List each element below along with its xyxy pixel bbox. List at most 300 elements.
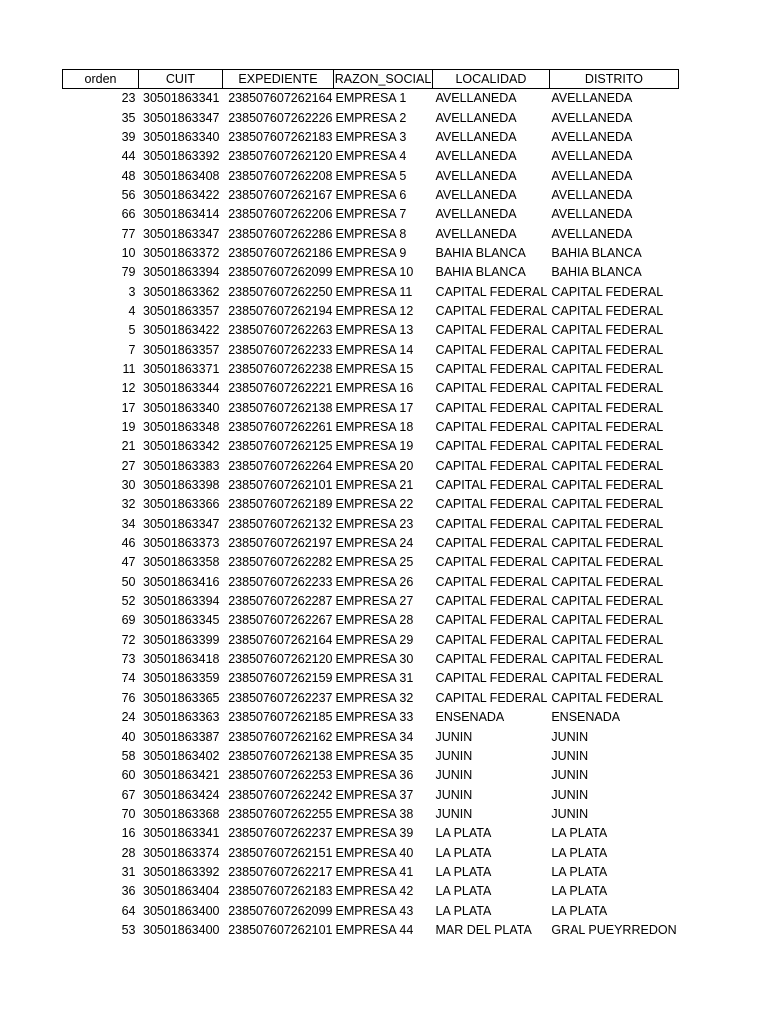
cell-razon-social[interactable]: EMPRESA 34 bbox=[335, 729, 414, 744]
cell-orden[interactable]: 48 bbox=[121, 168, 136, 183]
table-row bbox=[63, 399, 679, 418]
cell-expediente[interactable]: 238507607262286 bbox=[228, 226, 333, 241]
cell-orden[interactable]: 36 bbox=[121, 884, 136, 899]
cell-razon-social[interactable]: EMPRESA 37 bbox=[335, 787, 414, 802]
cell-distrito[interactable]: JUNIN bbox=[551, 787, 589, 802]
cell-localidad[interactable]: JUNIN bbox=[435, 748, 473, 763]
cell-razon-social[interactable]: EMPRESA 13 bbox=[335, 323, 414, 338]
cell-localidad[interactable]: CAPITAL FEDERAL bbox=[435, 652, 548, 667]
header-row bbox=[63, 70, 679, 89]
cell-cuit[interactable]: 30501863400 bbox=[143, 903, 220, 918]
cell-cuit[interactable]: 30501863345 bbox=[143, 613, 220, 628]
cell-expediente[interactable]: 238507607262138 bbox=[228, 748, 333, 763]
cell-cuit[interactable]: 30501863344 bbox=[143, 381, 220, 396]
cell-distrito[interactable]: CAPITAL FEDERAL bbox=[551, 361, 664, 376]
cell-cuit[interactable]: 30501863399 bbox=[143, 632, 220, 647]
cell-expediente[interactable]: 238507607262138 bbox=[228, 400, 333, 415]
cell-cuit[interactable]: 30501863357 bbox=[143, 342, 220, 357]
cell-expediente[interactable]: 238507607262237 bbox=[228, 826, 333, 841]
cell-razon-social[interactable]: EMPRESA 23 bbox=[335, 516, 414, 531]
cell-distrito[interactable]: AVELLANEDA bbox=[551, 149, 633, 164]
cell-distrito[interactable]: JUNIN bbox=[551, 806, 589, 821]
cell-expediente[interactable]: 238507607262206 bbox=[228, 207, 333, 222]
cell-razon-social[interactable]: EMPRESA 21 bbox=[335, 478, 414, 493]
header-distrito[interactable]: DISTRITO bbox=[549, 70, 678, 89]
cell-expediente[interactable]: 238507607262253 bbox=[228, 768, 333, 783]
cell-distrito[interactable]: CAPITAL FEDERAL bbox=[551, 478, 664, 493]
cell-razon-social[interactable]: EMPRESA 7 bbox=[335, 207, 407, 222]
cell-orden[interactable]: 58 bbox=[121, 748, 136, 763]
table-row bbox=[63, 340, 679, 359]
cell-orden[interactable]: 11 bbox=[122, 361, 136, 376]
cell-localidad[interactable]: CAPITAL FEDERAL bbox=[435, 632, 548, 647]
cell-orden[interactable]: 53 bbox=[121, 922, 136, 937]
cell-razon-social[interactable]: EMPRESA 10 bbox=[335, 265, 414, 280]
table-body bbox=[63, 89, 679, 941]
cell-localidad[interactable]: CAPITAL FEDERAL bbox=[435, 303, 548, 318]
cell-distrito[interactable]: AVELLANEDA bbox=[551, 91, 633, 106]
cell-orden[interactable]: 76 bbox=[121, 690, 136, 705]
cell-cuit[interactable]: 30501863392 bbox=[143, 149, 220, 164]
cell-cuit[interactable]: 30501863358 bbox=[143, 555, 220, 570]
cell-expediente[interactable]: 238507607262263 bbox=[228, 323, 333, 338]
cell-distrito[interactable]: CAPITAL FEDERAL bbox=[551, 652, 664, 667]
cell-distrito[interactable]: ENSENADA bbox=[551, 710, 621, 725]
cell-localidad[interactable]: CAPITAL FEDERAL bbox=[435, 478, 548, 493]
cell-orden[interactable]: 4 bbox=[128, 303, 136, 318]
cell-razon-social[interactable]: EMPRESA 39 bbox=[335, 826, 414, 841]
cell-razon-social[interactable]: EMPRESA 28 bbox=[335, 613, 414, 628]
cell-orden[interactable]: 70 bbox=[121, 806, 136, 821]
cell-cuit[interactable]: 30501863357 bbox=[143, 303, 220, 318]
cell-distrito[interactable]: CAPITAL FEDERAL bbox=[551, 323, 664, 338]
table-row bbox=[63, 631, 679, 650]
cell-localidad[interactable]: CAPITAL FEDERAL bbox=[435, 342, 548, 357]
cell-razon-social[interactable]: EMPRESA 9 bbox=[335, 245, 407, 260]
cell-distrito[interactable]: CAPITAL FEDERAL bbox=[551, 690, 664, 705]
cell-cuit[interactable]: 30501863414 bbox=[143, 207, 220, 222]
table-row bbox=[63, 708, 679, 727]
cell-razon-social[interactable]: EMPRESA 41 bbox=[335, 864, 414, 879]
cell-orden[interactable]: 24 bbox=[121, 710, 136, 725]
cell-localidad[interactable]: CAPITAL FEDERAL bbox=[435, 574, 548, 589]
cell-orden[interactable]: 77 bbox=[121, 226, 136, 241]
cell-cuit[interactable]: 30501863359 bbox=[143, 671, 220, 686]
cell-razon-social[interactable]: EMPRESA 4 bbox=[335, 149, 407, 164]
cell-orden[interactable]: 40 bbox=[121, 729, 136, 744]
header-expediente[interactable]: EXPEDIENTE bbox=[223, 70, 334, 89]
cell-localidad[interactable]: CAPITAL FEDERAL bbox=[435, 284, 548, 299]
cell-cuit[interactable]: 30501863424 bbox=[143, 787, 220, 802]
cell-razon-social[interactable]: EMPRESA 19 bbox=[335, 439, 414, 454]
cell-expediente[interactable]: 238507607262120 bbox=[228, 652, 333, 667]
table-row bbox=[63, 166, 679, 185]
cell-localidad[interactable]: LA PLATA bbox=[435, 845, 492, 860]
cell-distrito[interactable]: JUNIN bbox=[551, 768, 589, 783]
cell-cuit[interactable]: 30501863421 bbox=[143, 768, 220, 783]
cell-orden[interactable]: 72 bbox=[121, 632, 136, 647]
cell-cuit[interactable]: 30501863340 bbox=[143, 400, 220, 415]
cell-cuit[interactable]: 30501863422 bbox=[143, 323, 220, 338]
cell-cuit[interactable]: 30501863394 bbox=[143, 265, 220, 280]
cell-razon-social[interactable]: EMPRESA 26 bbox=[335, 574, 414, 589]
cell-razon-social[interactable]: EMPRESA 24 bbox=[335, 536, 414, 551]
cell-razon-social[interactable]: EMPRESA 3 bbox=[335, 129, 407, 144]
cell-cuit[interactable]: 30501863341 bbox=[143, 91, 220, 106]
cell-localidad[interactable]: AVELLANEDA bbox=[435, 149, 517, 164]
cell-expediente[interactable]: 238507607262250 bbox=[228, 284, 333, 299]
cell-cuit[interactable]: 30501863365 bbox=[143, 690, 220, 705]
cell-orden[interactable]: 73 bbox=[121, 652, 136, 667]
cell-expediente[interactable]: 238507607262237 bbox=[228, 690, 333, 705]
table-row bbox=[63, 321, 679, 340]
table-row bbox=[63, 495, 679, 514]
header-localidad[interactable]: LOCALIDAD bbox=[433, 70, 550, 89]
table-row bbox=[63, 553, 679, 572]
cell-distrito[interactable]: AVELLANEDA bbox=[551, 129, 633, 144]
table-row bbox=[63, 611, 679, 630]
cell-cuit[interactable]: 30501863363 bbox=[143, 710, 220, 725]
cell-expediente[interactable]: 238507607262120 bbox=[228, 149, 333, 164]
cell-razon-social[interactable]: EMPRESA 15 bbox=[335, 361, 414, 376]
cell-expediente[interactable]: 238507607262162 bbox=[228, 729, 333, 744]
cell-orden[interactable]: 39 bbox=[121, 129, 136, 144]
table-row bbox=[63, 805, 679, 824]
table-row bbox=[63, 689, 679, 708]
cell-expediente[interactable]: 238507607262159 bbox=[228, 671, 333, 686]
cell-expediente[interactable]: 238507607262194 bbox=[228, 303, 333, 318]
cell-cuit[interactable]: 30501863404 bbox=[143, 884, 220, 899]
cell-cuit[interactable]: 30501863394 bbox=[143, 594, 220, 609]
cell-localidad[interactable]: AVELLANEDA bbox=[435, 110, 517, 125]
cell-distrito[interactable]: CAPITAL FEDERAL bbox=[551, 671, 664, 686]
table-row bbox=[63, 747, 679, 766]
cell-orden[interactable]: 35 bbox=[121, 110, 136, 125]
cell-localidad[interactable]: CAPITAL FEDERAL bbox=[435, 381, 548, 396]
cell-expediente[interactable]: 238507607262287 bbox=[228, 594, 333, 609]
cell-orden[interactable]: 10 bbox=[121, 245, 136, 260]
cell-cuit[interactable]: 30501863383 bbox=[143, 458, 220, 473]
cell-cuit[interactable]: 30501863371 bbox=[143, 361, 220, 376]
cell-localidad[interactable]: CAPITAL FEDERAL bbox=[435, 439, 548, 454]
cell-distrito[interactable]: CAPITAL FEDERAL bbox=[551, 516, 664, 531]
cell-expediente[interactable]: 238507607262164 bbox=[228, 632, 333, 647]
table-row bbox=[63, 263, 679, 282]
cell-razon-social[interactable]: EMPRESA 31 bbox=[335, 671, 414, 686]
cell-localidad[interactable]: MAR DEL PLATA bbox=[435, 922, 532, 937]
cell-orden[interactable]: 52 bbox=[121, 594, 136, 609]
cell-razon-social[interactable]: EMPRESA 2 bbox=[335, 110, 407, 125]
cell-distrito[interactable]: LA PLATA bbox=[551, 826, 608, 841]
cell-orden[interactable]: 46 bbox=[121, 536, 136, 551]
cell-localidad[interactable]: JUNIN bbox=[435, 787, 473, 802]
cell-expediente[interactable]: 238507607262217 bbox=[228, 864, 333, 879]
cell-expediente[interactable]: 238507607262189 bbox=[228, 497, 333, 512]
cell-razon-social[interactable]: EMPRESA 22 bbox=[335, 497, 414, 512]
cell-orden[interactable]: 7 bbox=[128, 342, 136, 357]
cell-distrito[interactable]: LA PLATA bbox=[551, 903, 608, 918]
cell-razon-social[interactable]: EMPRESA 42 bbox=[335, 884, 414, 899]
table-row bbox=[63, 476, 679, 495]
cell-expediente[interactable]: 238507607262164 bbox=[228, 91, 333, 106]
cell-localidad[interactable]: CAPITAL FEDERAL bbox=[435, 400, 548, 415]
cell-orden[interactable]: 12 bbox=[121, 381, 136, 396]
cell-localidad[interactable]: LA PLATA bbox=[435, 884, 492, 899]
cell-razon-social[interactable]: EMPRESA 1 bbox=[335, 91, 407, 106]
cell-localidad[interactable]: CAPITAL FEDERAL bbox=[435, 594, 548, 609]
cell-orden[interactable]: 47 bbox=[121, 555, 136, 570]
cell-razon-social[interactable]: EMPRESA 43 bbox=[335, 903, 414, 918]
cell-razon-social[interactable]: EMPRESA 33 bbox=[335, 710, 414, 725]
cell-localidad[interactable]: CAPITAL FEDERAL bbox=[435, 516, 548, 531]
cell-razon-social[interactable]: EMPRESA 11 bbox=[335, 284, 413, 299]
cell-razon-social[interactable]: EMPRESA 25 bbox=[335, 555, 414, 570]
cell-cuit[interactable]: 30501863398 bbox=[143, 478, 220, 493]
cell-cuit[interactable]: 30501863392 bbox=[143, 864, 220, 879]
cell-razon-social[interactable]: EMPRESA 5 bbox=[335, 168, 407, 183]
cell-orden[interactable]: 28 bbox=[121, 845, 136, 860]
cell-expediente[interactable]: 238507607262185 bbox=[228, 710, 333, 725]
header-razon-social[interactable]: RAZON_SOCIAL bbox=[334, 70, 433, 89]
cell-orden[interactable]: 67 bbox=[121, 787, 136, 802]
cell-cuit[interactable]: 30501863373 bbox=[143, 536, 220, 551]
cell-localidad[interactable]: BAHIA BLANCA bbox=[435, 265, 526, 280]
cell-expediente[interactable]: 238507607262132 bbox=[228, 516, 333, 531]
cell-distrito[interactable]: CAPITAL FEDERAL bbox=[551, 458, 664, 473]
cell-expediente[interactable]: 238507607262099 bbox=[228, 903, 333, 918]
cell-localidad[interactable]: AVELLANEDA bbox=[435, 168, 517, 183]
cell-distrito[interactable]: AVELLANEDA bbox=[551, 226, 633, 241]
table-row bbox=[63, 128, 679, 147]
cell-cuit[interactable]: 30501863402 bbox=[143, 748, 220, 763]
cell-expediente[interactable]: 238507607262183 bbox=[228, 884, 333, 899]
cell-orden[interactable]: 60 bbox=[121, 768, 136, 783]
cell-localidad[interactable]: CAPITAL FEDERAL bbox=[435, 536, 548, 551]
cell-distrito[interactable]: CAPITAL FEDERAL bbox=[551, 574, 664, 589]
cell-distrito[interactable]: AVELLANEDA bbox=[551, 187, 633, 202]
cell-orden[interactable]: 21 bbox=[121, 439, 136, 454]
cell-localidad[interactable]: BAHIA BLANCA bbox=[435, 245, 526, 260]
cell-orden[interactable]: 32 bbox=[121, 497, 136, 512]
cell-razon-social[interactable]: EMPRESA 27 bbox=[335, 594, 414, 609]
cell-expediente[interactable]: 238507607262238 bbox=[228, 361, 333, 376]
cell-localidad[interactable]: AVELLANEDA bbox=[435, 226, 517, 241]
cell-distrito[interactable]: CAPITAL FEDERAL bbox=[551, 400, 664, 415]
cell-localidad[interactable]: ENSENADA bbox=[435, 710, 505, 725]
cell-expediente[interactable]: 238507607262099 bbox=[228, 265, 333, 280]
cell-cuit[interactable]: 30501863340 bbox=[143, 129, 220, 144]
cell-distrito[interactable]: CAPITAL FEDERAL bbox=[551, 284, 664, 299]
cell-cuit[interactable]: 30501863342 bbox=[143, 439, 220, 454]
cell-localidad[interactable]: CAPITAL FEDERAL bbox=[435, 420, 548, 435]
table-row bbox=[63, 650, 679, 669]
cell-orden[interactable]: 34 bbox=[121, 516, 136, 531]
cell-distrito[interactable]: CAPITAL FEDERAL bbox=[551, 613, 664, 628]
cell-expediente[interactable]: 238507607262125 bbox=[228, 439, 333, 454]
cell-razon-social[interactable]: EMPRESA 30 bbox=[335, 652, 414, 667]
cell-orden[interactable]: 17 bbox=[121, 400, 136, 415]
cell-localidad[interactable]: LA PLATA bbox=[435, 826, 492, 841]
cell-cuit[interactable]: 30501863408 bbox=[143, 168, 220, 183]
table-row bbox=[63, 147, 679, 166]
table-row bbox=[63, 379, 679, 398]
table-row bbox=[63, 669, 679, 688]
cell-expediente[interactable]: 238507607262242 bbox=[228, 787, 333, 802]
cell-orden[interactable]: 74 bbox=[121, 671, 136, 686]
cell-razon-social[interactable]: EMPRESA 35 bbox=[335, 748, 414, 763]
cell-cuit[interactable]: 30501863374 bbox=[143, 845, 220, 860]
cell-distrito[interactable]: AVELLANEDA bbox=[551, 168, 633, 183]
cell-expediente[interactable]: 238507607262221 bbox=[228, 381, 333, 396]
header-orden[interactable]: orden bbox=[63, 70, 139, 89]
cell-cuit[interactable]: 30501863341 bbox=[143, 826, 220, 841]
spreadsheet-table bbox=[62, 69, 679, 940]
cell-expediente[interactable]: 238507607262208 bbox=[228, 168, 333, 183]
cell-expediente[interactable]: 238507607262255 bbox=[228, 806, 333, 821]
table-row bbox=[63, 727, 679, 746]
table-row bbox=[63, 863, 679, 882]
header-cuit[interactable]: CUIT bbox=[139, 70, 223, 89]
cell-cuit[interactable]: 30501863366 bbox=[143, 497, 220, 512]
cell-razon-social[interactable]: EMPRESA 16 bbox=[335, 381, 414, 396]
cell-localidad[interactable]: JUNIN bbox=[435, 729, 473, 744]
cell-orden[interactable]: 31 bbox=[121, 864, 136, 879]
cell-cuit[interactable]: 30501863347 bbox=[143, 226, 220, 241]
cell-distrito[interactable]: LA PLATA bbox=[551, 884, 608, 899]
cell-distrito[interactable]: JUNIN bbox=[551, 748, 589, 763]
cell-distrito[interactable]: CAPITAL FEDERAL bbox=[551, 303, 664, 318]
cell-razon-social[interactable]: EMPRESA 14 bbox=[335, 342, 414, 357]
cell-orden[interactable]: 3 bbox=[128, 284, 136, 299]
cell-expediente[interactable]: 238507607262151 bbox=[228, 845, 333, 860]
cell-distrito[interactable]: GRAL PUEYRREDON bbox=[551, 922, 677, 937]
cell-orden[interactable]: 16 bbox=[121, 826, 136, 841]
cell-localidad[interactable]: JUNIN bbox=[435, 806, 473, 821]
cell-expediente[interactable]: 238507607262197 bbox=[228, 536, 333, 551]
cell-localidad[interactable]: AVELLANEDA bbox=[435, 91, 517, 106]
cell-cuit[interactable]: 30501863368 bbox=[143, 806, 220, 821]
table-row bbox=[63, 882, 679, 901]
cell-distrito[interactable]: AVELLANEDA bbox=[551, 207, 633, 222]
cell-orden[interactable]: 66 bbox=[121, 207, 136, 222]
cell-orden[interactable]: 23 bbox=[121, 91, 136, 106]
cell-distrito[interactable]: CAPITAL FEDERAL bbox=[551, 497, 664, 512]
cell-razon-social[interactable]: EMPRESA 17 bbox=[335, 400, 414, 415]
cell-razon-social[interactable]: EMPRESA 18 bbox=[335, 420, 414, 435]
cell-distrito[interactable]: JUNIN bbox=[551, 729, 589, 744]
cell-localidad[interactable]: CAPITAL FEDERAL bbox=[435, 458, 548, 473]
cell-orden[interactable]: 5 bbox=[128, 323, 136, 338]
cell-distrito[interactable]: BAHIA BLANCA bbox=[551, 245, 642, 260]
cell-cuit[interactable]: 30501863422 bbox=[143, 187, 220, 202]
cell-localidad[interactable]: CAPITAL FEDERAL bbox=[435, 497, 548, 512]
cell-distrito[interactable]: CAPITAL FEDERAL bbox=[551, 342, 664, 357]
cell-expediente[interactable]: 238507607262186 bbox=[228, 245, 333, 260]
cell-localidad[interactable]: LA PLATA bbox=[435, 864, 492, 879]
cell-orden[interactable]: 64 bbox=[121, 903, 136, 918]
cell-localidad[interactable]: JUNIN bbox=[435, 768, 473, 783]
cell-distrito[interactable]: LA PLATA bbox=[551, 845, 608, 860]
cell-razon-social[interactable]: EMPRESA 38 bbox=[335, 806, 414, 821]
cell-orden[interactable]: 79 bbox=[121, 265, 136, 280]
cell-cuit[interactable]: 30501863347 bbox=[143, 516, 220, 531]
table-row bbox=[63, 921, 679, 940]
cell-distrito[interactable]: CAPITAL FEDERAL bbox=[551, 555, 664, 570]
cell-distrito[interactable]: LA PLATA bbox=[551, 864, 608, 879]
cell-localidad[interactable]: CAPITAL FEDERAL bbox=[435, 323, 548, 338]
cell-localidad[interactable]: CAPITAL FEDERAL bbox=[435, 613, 548, 628]
cell-expediente[interactable]: 238507607262101 bbox=[228, 478, 333, 493]
cell-distrito[interactable]: CAPITAL FEDERAL bbox=[551, 420, 664, 435]
cell-cuit[interactable]: 30501863400 bbox=[143, 922, 220, 937]
cell-expediente[interactable]: 238507607262167 bbox=[228, 187, 333, 202]
cell-expediente[interactable]: 238507607262101 bbox=[228, 922, 333, 937]
cell-razon-social[interactable]: EMPRESA 12 bbox=[335, 303, 414, 318]
cell-razon-social[interactable]: EMPRESA 20 bbox=[335, 458, 414, 473]
table-row bbox=[63, 282, 679, 301]
cell-expediente[interactable]: 238507607262282 bbox=[228, 555, 333, 570]
cell-expediente[interactable]: 238507607262226 bbox=[228, 110, 333, 125]
cell-orden[interactable]: 56 bbox=[121, 187, 136, 202]
cell-localidad[interactable]: CAPITAL FEDERAL bbox=[435, 361, 548, 376]
cell-expediente[interactable]: 238507607262233 bbox=[228, 574, 333, 589]
cell-expediente[interactable]: 238507607262267 bbox=[228, 613, 333, 628]
table-row bbox=[63, 573, 679, 592]
cell-razon-social[interactable]: EMPRESA 6 bbox=[335, 187, 407, 202]
cell-orden[interactable]: 30 bbox=[121, 478, 136, 493]
cell-localidad[interactable]: AVELLANEDA bbox=[435, 187, 517, 202]
cell-orden[interactable]: 50 bbox=[121, 574, 136, 589]
cell-cuit[interactable]: 30501863348 bbox=[143, 420, 220, 435]
cell-localidad[interactable]: CAPITAL FEDERAL bbox=[435, 690, 548, 705]
cell-localidad[interactable]: AVELLANEDA bbox=[435, 129, 517, 144]
cell-expediente[interactable]: 238507607262261 bbox=[228, 420, 333, 435]
cell-orden[interactable]: 44 bbox=[121, 149, 136, 164]
cell-expediente[interactable]: 238507607262264 bbox=[228, 458, 333, 473]
cell-razon-social[interactable]: EMPRESA 29 bbox=[335, 632, 414, 647]
cell-orden[interactable]: 19 bbox=[121, 420, 136, 435]
cell-razon-social[interactable]: EMPRESA 32 bbox=[335, 690, 414, 705]
cell-orden[interactable]: 69 bbox=[121, 613, 136, 628]
cell-distrito[interactable]: CAPITAL FEDERAL bbox=[551, 536, 664, 551]
cell-distrito[interactable]: CAPITAL FEDERAL bbox=[551, 632, 664, 647]
cell-distrito[interactable]: AVELLANEDA bbox=[551, 110, 633, 125]
cell-razon-social[interactable]: EMPRESA 44 bbox=[335, 922, 414, 937]
cell-distrito[interactable]: CAPITAL FEDERAL bbox=[551, 594, 664, 609]
cell-razon-social[interactable]: EMPRESA 40 bbox=[335, 845, 414, 860]
cell-cuit[interactable]: 30501863362 bbox=[143, 284, 220, 299]
cell-localidad[interactable]: AVELLANEDA bbox=[435, 207, 517, 222]
cell-localidad[interactable]: LA PLATA bbox=[435, 903, 492, 918]
cell-razon-social[interactable]: EMPRESA 36 bbox=[335, 768, 414, 783]
cell-razon-social[interactable]: EMPRESA 8 bbox=[335, 226, 407, 241]
cell-localidad[interactable]: CAPITAL FEDERAL bbox=[435, 555, 548, 570]
table-row bbox=[63, 766, 679, 785]
cell-cuit[interactable]: 30501863387 bbox=[143, 729, 220, 744]
cell-distrito[interactable]: BAHIA BLANCA bbox=[551, 265, 642, 280]
cell-cuit[interactable]: 30501863347 bbox=[143, 110, 220, 125]
cell-cuit[interactable]: 30501863416 bbox=[143, 574, 220, 589]
cell-expediente[interactable]: 238507607262183 bbox=[228, 129, 333, 144]
table-row bbox=[63, 89, 679, 109]
cell-orden[interactable]: 27 bbox=[121, 458, 136, 473]
cell-cuit[interactable]: 30501863372 bbox=[143, 245, 220, 260]
cell-localidad[interactable]: CAPITAL FEDERAL bbox=[435, 671, 548, 686]
cell-distrito[interactable]: CAPITAL FEDERAL bbox=[551, 439, 664, 454]
cell-distrito[interactable]: CAPITAL FEDERAL bbox=[551, 381, 664, 396]
cell-expediente[interactable]: 238507607262233 bbox=[228, 342, 333, 357]
cell-cuit[interactable]: 30501863418 bbox=[143, 652, 220, 667]
